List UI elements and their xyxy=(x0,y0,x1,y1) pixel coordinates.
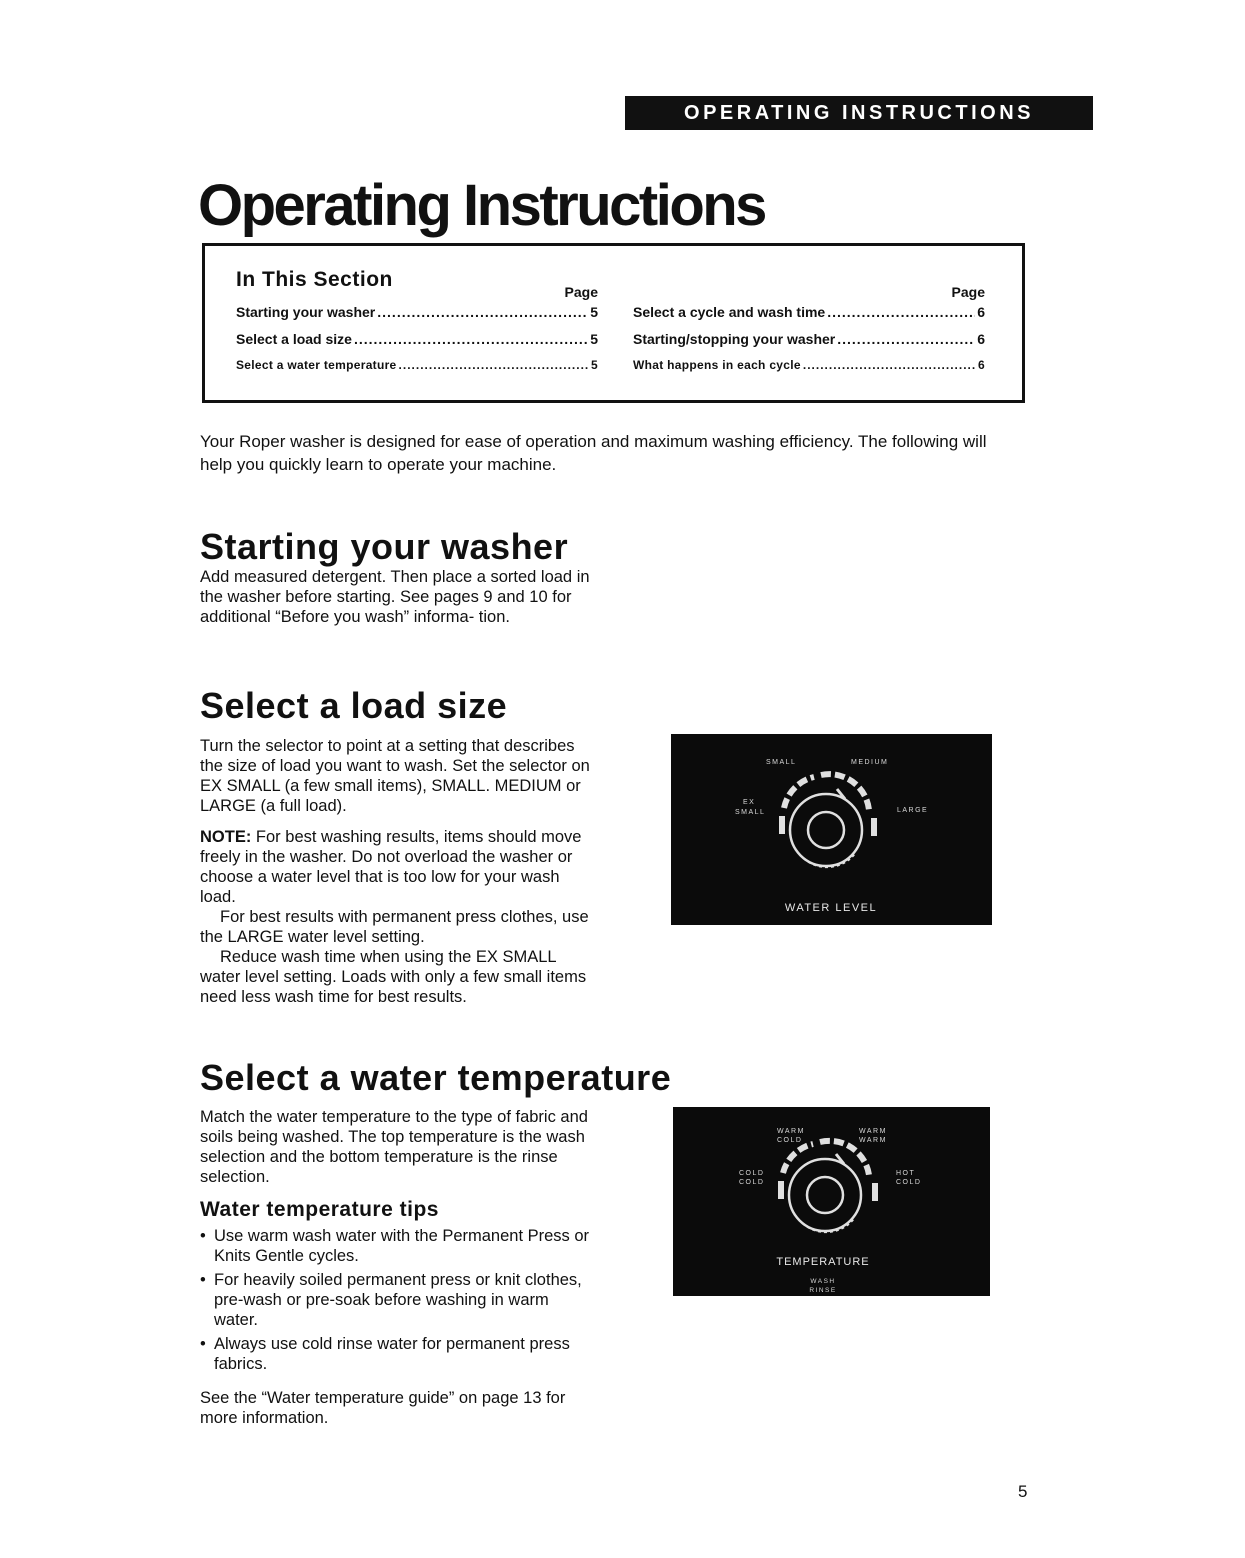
load-size-permanent-press: For best results with permanent press clothes, use the LARGE water level setting. xyxy=(200,908,589,946)
temperature-sub-wash: WASH xyxy=(810,1278,836,1285)
label-small: SMALL xyxy=(766,759,797,766)
water-level-dial-graphic xyxy=(671,734,992,925)
list-item: • Use warm wash water with the Permanent Press or Knits Gentle cycles. xyxy=(200,1226,590,1266)
toc-leader xyxy=(354,331,588,347)
toc-page-label: Page xyxy=(564,284,598,300)
toc-entry-page: 6 xyxy=(978,358,985,372)
load-size-paragraph: Turn the selector to point at a setting that describes the size of load you want to wash. Set the selector on EX SMALL (a few small items), SMALL. MEDIUM or LARGE (a full load). xyxy=(200,737,590,815)
label-warm-warm-bottom: WARM xyxy=(859,1137,887,1144)
note-text: For best washing results, items should move freely in the washer. Do not overload the washer or choose a water level that is too low for your wash load. xyxy=(200,828,582,906)
heading-starting-washer: Starting your washer xyxy=(200,526,569,567)
label-warm-cold-bottom: COLD xyxy=(777,1137,803,1144)
toc-heading: In This Section xyxy=(236,268,393,291)
water-level-caption: WATER LEVEL xyxy=(784,902,878,914)
label-ex-small: SMALL xyxy=(735,809,766,816)
section-banner: OPERATING INSTRUCTIONS xyxy=(625,96,1093,130)
toc-page-label: Page xyxy=(951,284,985,300)
label-cold-cold-bottom: COLD xyxy=(739,1179,765,1186)
note-label: NOTE: xyxy=(200,828,252,846)
list-item: • Always use cold rinse water for permanent press fabrics. xyxy=(200,1334,590,1374)
label-warm-warm-top: WARM xyxy=(859,1128,887,1135)
water-temp-paragraph: Match the water temperature to the type of fabric and soils being washed. The top temperature is the wash selection and the bottom temperature is the rinse selection. xyxy=(200,1108,588,1186)
toc-leader xyxy=(827,304,975,320)
load-size-ex-small: Reduce wash time when using the EX SMALL water level setting. Loads with only a few small items need less wash time for best results. xyxy=(200,948,587,1006)
toc-entry[interactable] xyxy=(633,358,985,385)
water-level-dial-panel xyxy=(671,734,992,925)
label-hot-cold-top: HOT xyxy=(896,1170,916,1177)
toc-entry-label: Select a water temperature xyxy=(236,358,397,372)
toc-entry-label: Select a load size xyxy=(236,331,352,347)
toc-entry[interactable] xyxy=(236,331,598,358)
dial-knob[interactable] xyxy=(779,774,877,867)
starting-paragraph: Add measured detergent. Then place a sorted load in the washer before starting. See pages 9 and 10 for additional “Before you wash” informa- tion. xyxy=(200,568,590,626)
toc-leader xyxy=(837,331,975,347)
toc-column-right xyxy=(633,284,985,385)
dial-knob[interactable] xyxy=(778,1141,878,1233)
temperature-caption: TEMPERATURE xyxy=(776,1256,870,1268)
toc-entry-label: Starting your washer xyxy=(236,304,376,320)
toc-entry[interactable] xyxy=(633,304,985,331)
temperature-dial-panel xyxy=(673,1107,990,1296)
toc-entry-label: Select a cycle and wash time xyxy=(633,304,826,320)
toc-entry-page: 5 xyxy=(590,331,598,347)
label-hot-cold-bottom: COLD xyxy=(896,1179,922,1186)
page-number: 5 xyxy=(1018,1482,1028,1501)
heading-water-temperature: Select a water temperature xyxy=(200,1057,672,1098)
heading-water-temp-tips: Water temperature tips xyxy=(200,1198,439,1221)
water-temp-guide-reference: See the “Water temperature guide” on page 13 for more information. xyxy=(200,1389,566,1427)
toc-entry-label: What happens in each cycle xyxy=(633,358,801,372)
toc-column-left xyxy=(236,284,598,385)
toc-entry-page: 6 xyxy=(977,331,985,347)
toc-leader xyxy=(377,304,588,320)
label-warm-cold-top: WARM xyxy=(777,1128,805,1135)
toc-leader xyxy=(803,358,976,372)
list-item: • For heavily soiled permanent press or knit clothes, pre-wash or pre-soak before washing in warm water. xyxy=(200,1270,590,1330)
label-medium: MEDIUM xyxy=(851,759,889,766)
toc-entry[interactable] xyxy=(236,304,598,331)
heading-load-size: Select a load size xyxy=(200,685,508,726)
label-large: LARGE xyxy=(897,807,929,814)
label-ex: EX xyxy=(743,799,756,806)
toc-leader xyxy=(399,358,589,372)
toc-entry-page: 5 xyxy=(590,304,598,320)
toc-box xyxy=(202,243,1025,403)
water-temp-tips-list xyxy=(200,1226,590,1378)
toc-entry[interactable] xyxy=(633,331,985,358)
page-title: Operating Instructions xyxy=(198,173,765,238)
load-size-note xyxy=(200,827,592,907)
toc-entry-page: 5 xyxy=(591,358,598,372)
toc-entry[interactable] xyxy=(236,358,598,385)
intro-paragraph: Your Roper washer is designed for ease of operation and maximum washing efficiency. The following will help you quickly learn to operate your machine. xyxy=(200,432,987,474)
temperature-dial-graphic xyxy=(673,1107,990,1296)
toc-entry-page: 6 xyxy=(977,304,985,320)
temperature-sub-rinse: RINSE xyxy=(809,1287,837,1294)
toc-entry-label: Starting/stopping your washer xyxy=(633,331,836,347)
label-cold-cold-top: COLD xyxy=(739,1170,765,1177)
